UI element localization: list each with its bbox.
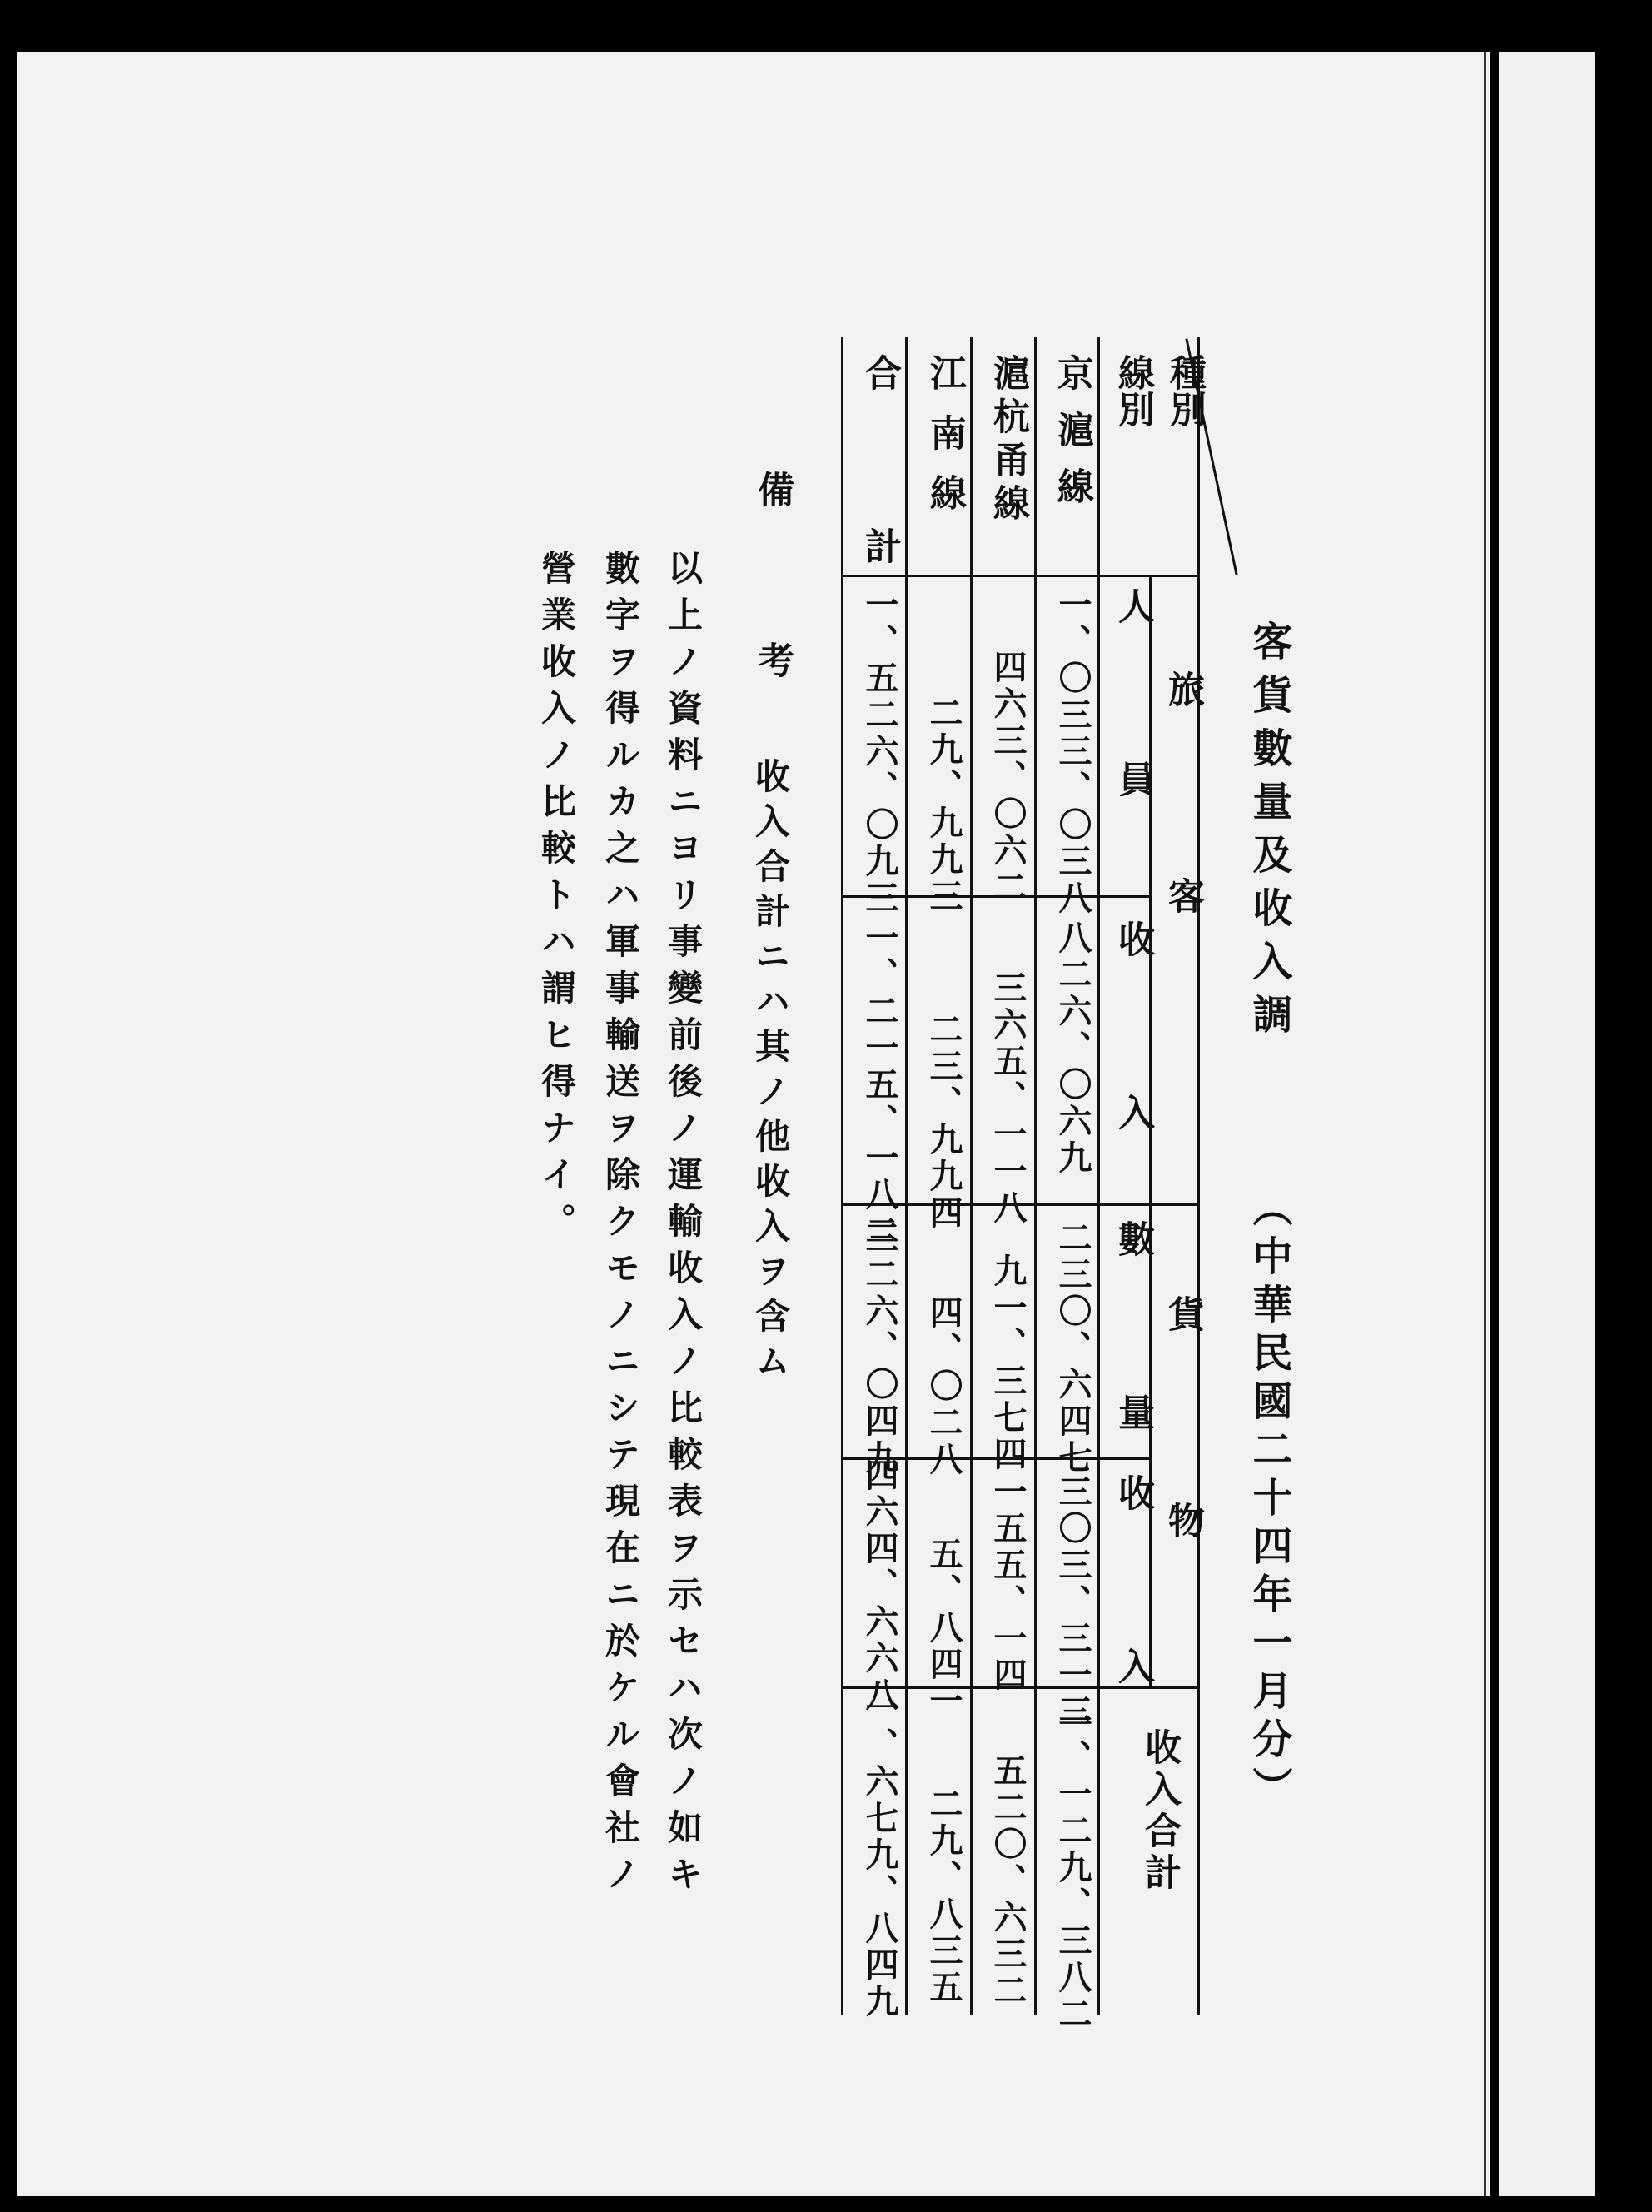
cell-huhangyong-total: 五二〇、六三二 bbox=[988, 1753, 1028, 2010]
cell-huhangyong-freight-revenue: 一五五、一四 bbox=[988, 1474, 1028, 1694]
revenue-table bbox=[841, 337, 1207, 2033]
cell-total-freight-revenue: 四六四、六六八 bbox=[860, 1457, 899, 1714]
notes-heading-2: 考 bbox=[751, 641, 794, 678]
notes-line-1: 以上ノ資料ニヨリ事變前後ノ運輸收入ノ比較表ヲ示セハ次ノ如キ bbox=[663, 550, 704, 1902]
cell-jiangnan-total: 二九、八三五 bbox=[924, 1786, 963, 2006]
col-header-passenger-revenue: 收 入 bbox=[1112, 920, 1154, 1180]
corner-bottom-label: 線別 bbox=[1112, 354, 1154, 427]
cell-jinghu-freight-volume: 二三〇、六四七 bbox=[1053, 1220, 1092, 1477]
row-label-jinghu: 京滬線 bbox=[1051, 354, 1093, 524]
col-header-total-revenue: 收入合計 bbox=[1138, 1728, 1181, 1895]
cell-total-total: 一、六七九、八四九 bbox=[860, 1691, 899, 2020]
adjacent-page-edge bbox=[1499, 52, 1595, 2196]
group-freight: 貨 物 bbox=[1162, 1295, 1204, 1605]
col-header-passengers: 人 員 bbox=[1112, 587, 1154, 847]
cell-huhangyong-freight-volume: 九一、三七四 bbox=[988, 1253, 1028, 1473]
cell-jinghu-passengers: 一、〇三三、〇三八 bbox=[1053, 587, 1092, 917]
notes-line-3: 營業收入ノ比較トハ謂ヒ得ナイ。 bbox=[536, 550, 577, 1249]
cell-jiangnan-passengers: 二九、九九三 bbox=[924, 695, 963, 915]
row-label-total: 合 計 bbox=[858, 354, 901, 614]
corner-top-label: 種別 bbox=[1163, 354, 1206, 427]
col-header-freight-revenue: 收 入 bbox=[1112, 1474, 1154, 1734]
cell-total-passengers: 一、五二六、〇九三 bbox=[860, 587, 899, 917]
document-title: 客貨數量及收入調 bbox=[1246, 620, 1292, 1047]
cell-total-freight-volume: 三二六、〇四九 bbox=[860, 1220, 899, 1477]
cell-huhangyong-passenger-revenue: 三六五、一一八 bbox=[988, 970, 1028, 1227]
cell-jinghu-freight-revenue: 三〇三、三一三 bbox=[1053, 1474, 1092, 1731]
notes-heading: 備 bbox=[751, 471, 794, 507]
notes-line-2: 數字ヲ得ルカ之ハ軍事輸送ヲ除クモノニシテ現在ニ於ケル會社ノ bbox=[600, 550, 641, 1902]
cell-total-passenger-revenue: 一、二一五、一八二 bbox=[860, 920, 899, 1250]
row-label-jiangnan: 江南線 bbox=[923, 354, 966, 534]
row-label-huhangyong: 滬杭甬線 bbox=[987, 354, 1029, 527]
cell-jiangnan-freight-revenue: 五、八四一 bbox=[924, 1537, 963, 1720]
document-date: （中華民國二十四年一月分） bbox=[1246, 1187, 1292, 1815]
cell-jinghu-passenger-revenue: 八二六、〇六九 bbox=[1053, 920, 1092, 1177]
notes-line-0: 收入合計ニハ其ノ他收入ヲ含ム bbox=[750, 758, 791, 1387]
cell-jiangnan-passenger-revenue: 二三、九九四 bbox=[924, 1012, 963, 1232]
cell-huhangyong-passengers: 四六三、〇六二 bbox=[988, 650, 1028, 906]
cell-jiangnan-freight-volume: 四、〇二八 bbox=[924, 1295, 963, 1478]
page-fold bbox=[1484, 52, 1486, 2196]
col-header-freight-volume: 數 量 bbox=[1112, 1220, 1154, 1480]
group-passenger: 旅 客 bbox=[1162, 670, 1204, 980]
cell-jinghu-total: 一、一二九、三八二 bbox=[1053, 1703, 1092, 2033]
